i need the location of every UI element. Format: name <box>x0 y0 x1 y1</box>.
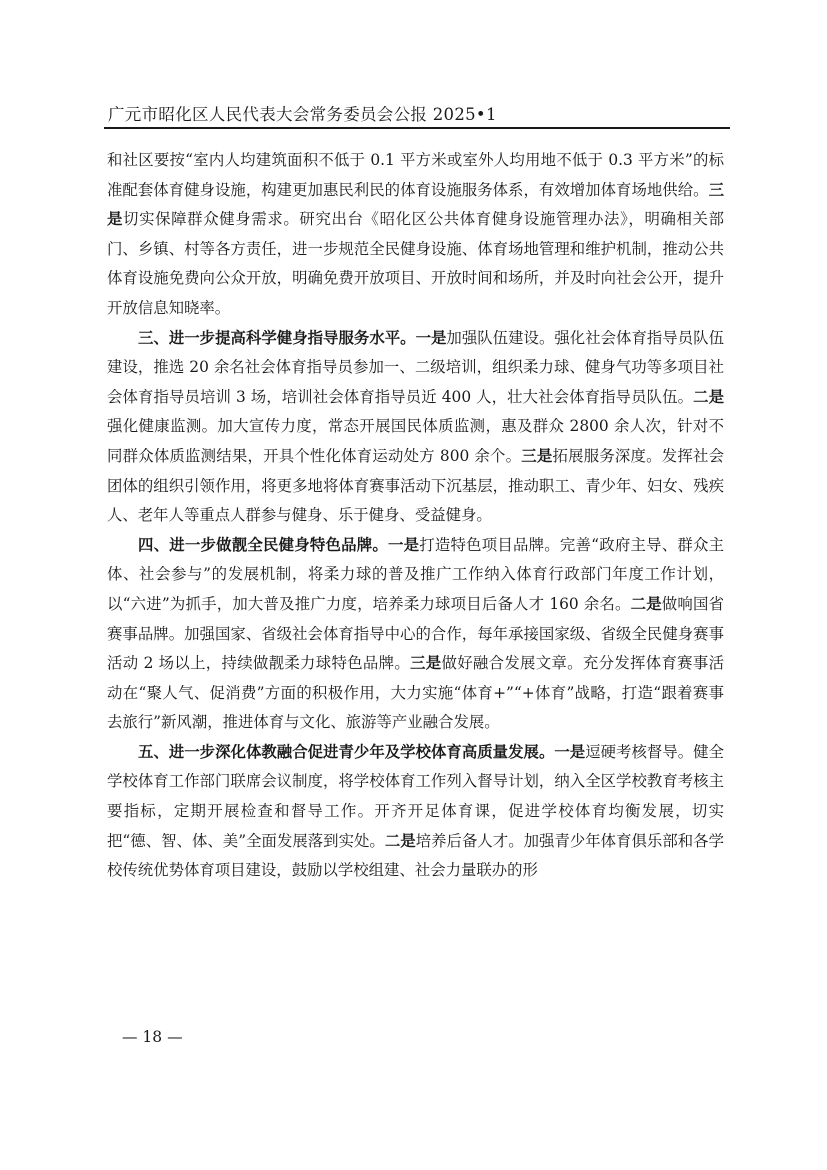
text-run: 打造特色项目品牌。完善“政府主导、群众主体、社会参与”的发展机制，将柔力球的普及推广工作纳入体育行政部门年度工作计划，以“六进”为抓手，加大普及推广力度，培养柔力球项目后备人才 160 余名。 <box>107 535 724 613</box>
bold-run: 二是 <box>693 387 724 406</box>
text-run: 做好融合发展文章。充分发挥体育赛事活动在“聚人气、促消费”方面的积极作用，大力实施“体育+”“+体育”战略，打造“跟着赛事去旅行”新风潮，推进体育与文化、旅游等产业融合发展。 <box>107 654 724 732</box>
bold-run: 四、进一步做靓全民健身特色品牌。一是 <box>138 535 420 554</box>
bold-run: 三是 <box>410 654 442 673</box>
text-run: 拓展服务深度。发挥社会团体的组织引领作用，将更多地将体育赛事活动下沉基层，推动职工、青少年、妇女、残疾人、老年人等重点人群参与健身、乐于健身、受益健身。 <box>107 446 724 525</box>
header-divider <box>104 127 730 129</box>
text-run: 和社区要按“室内人均建筑面积不低于 0.1 平方米或室外人均用地不低于 0.3 平方米”的标准配套体育健身设施，构建更加惠民利民的体育设施服务体系，有效增加体育场地供给。 <box>107 151 724 199</box>
text-run: 加强队伍建设。强化社会体育指导员队伍建设，推选 20 余名社会体育指导员参加一、二级培训，组织柔力球、健身气功等多项目社会体育指导员培训 3 场，培训社会体育指导员近 400 人，壮大社会体育指导员队伍。 <box>107 328 724 406</box>
bold-run: 三是 <box>107 180 724 229</box>
text-run: 强化健康监测。加大宣传力度，常态开展国民体质监测，惠及群众 2800 余人次，针对不同群众体质监测结果，开具个性化体育运动处方 800 余个。 <box>107 417 724 465</box>
bold-run: 三、进一步提高科学健身指导服务水平。一是 <box>138 328 447 347</box>
bold-run: 二是 <box>384 831 416 850</box>
bold-run: 三是 <box>521 446 553 465</box>
text-run: 做响国省赛事品牌。加强国家、省级社会体育指导中心的合作，每年承接国家级、省级全民健身赛事活动 2 场以上，持续做靓柔力球特色品牌。 <box>107 594 724 673</box>
body-paragraph <box>107 324 724 531</box>
text-run: 逗硬考核督导。健全学校体育工作部门联席会议制度，将学校体育工作列入督导计划，纳入全区学校教育考核主要指标，定期开展检查和督导工作。开齐开足体育课，促进学校体育均衡发展，切实把“德、智、体、美”全面发展落到实处。 <box>107 742 724 850</box>
page-number: — 18 — <box>122 1028 183 1046</box>
body-paragraph <box>107 146 724 324</box>
bold-run: 二是 <box>630 594 662 613</box>
text-run: 培养后备人才。加强青少年体育俱乐部和各学校传统优势体育项目建设，鼓励以学校组建、社会力量联办的形 <box>107 831 724 880</box>
bulletin-header-title: 广元市昭化区人民代表大会常务委员会公报 2025•1 <box>108 105 497 124</box>
document-body <box>107 146 724 886</box>
text-run: 切实保障群众健身需求。研究出台《昭化区公共体育健身设施管理办法》，明确相关部门、乡镇、村等各方责任，进一步规范全民健身设施、体育场地管理和维护机制，推动公共体育设施免费向公众开放，明确免费开放项目、开放时间和场所，并及时向社会公开，提升开放信息知晓率。 <box>107 210 724 317</box>
body-paragraph <box>107 738 724 886</box>
body-paragraph <box>107 531 724 738</box>
bold-run: 五、进一步深化体教融合促进青少年及学校体育高质量发展。一是 <box>138 742 586 761</box>
